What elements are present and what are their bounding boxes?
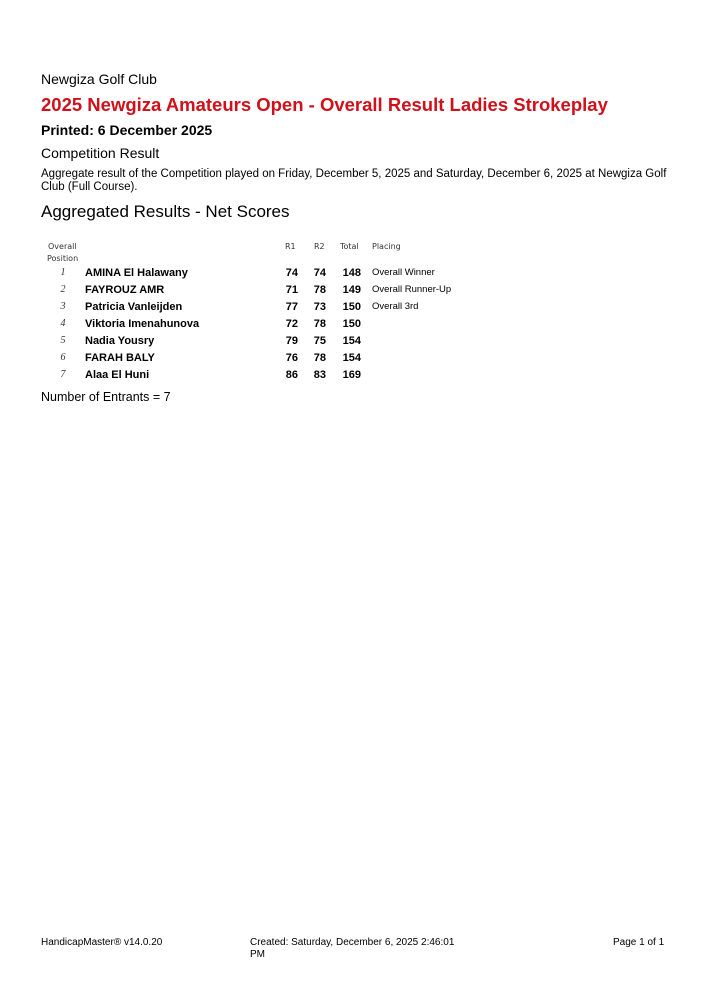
round2-score: 78 [313, 352, 326, 364]
round2-score: 78 [313, 318, 326, 330]
placing: Overall Runner-Up [372, 284, 452, 295]
position-cell: 6 [60, 352, 66, 363]
round1-score: 74 [285, 267, 298, 279]
position-cell: 4 [60, 318, 66, 329]
position-cell: 7 [60, 369, 66, 380]
col-header-position-2: Position [47, 254, 79, 263]
position-cell: 3 [60, 301, 66, 312]
page-title: 2025 Newgiza Amateurs Open - Overall Result Ladies Strokeplay [41, 94, 608, 115]
entrants-count: Number of Entrants = 7 [41, 390, 171, 404]
club-name: Newgiza Golf Club [41, 71, 157, 87]
table-row [0, 316, 707, 333]
round1-score: 71 [285, 284, 298, 296]
placing: Overall Winner [372, 267, 435, 278]
round1-score: 76 [285, 352, 298, 364]
round1-score: 72 [285, 318, 298, 330]
competition-description: Aggregate result of the Competition played on Friday, December 5, 2025 and Saturday, December 6, 2025 at Newgiza Golf Club (Full Course). [41, 168, 667, 193]
total-score: 154 [342, 335, 361, 347]
round2-score: 78 [313, 284, 326, 296]
player-name: FARAH BALY [85, 352, 155, 364]
player-name: Viktoria Imenahunova [85, 318, 200, 330]
placing: Overall 3rd [372, 301, 419, 312]
results-heading: Aggregated Results - Net Scores [41, 202, 290, 221]
table-row [0, 350, 707, 367]
total-score: 150 [342, 318, 361, 330]
total-score: 169 [342, 369, 361, 381]
round2-score: 75 [313, 335, 326, 347]
col-header-total: Total [340, 242, 359, 251]
player-name: Nadia Yousry [85, 335, 155, 347]
table-row [0, 299, 707, 316]
table-row [0, 265, 707, 282]
col-header-r2: R2 [314, 242, 325, 251]
footer-software: HandicapMaster® v14.0.20 [41, 937, 163, 948]
table-row [0, 333, 707, 350]
section-heading: Competition Result [41, 145, 160, 161]
col-header-placing: Placing [372, 242, 401, 251]
table-row [0, 282, 707, 299]
total-score: 150 [342, 301, 361, 313]
position-cell: 1 [60, 267, 66, 278]
player-name: Patricia Vanleijden [85, 301, 183, 313]
total-score: 154 [342, 352, 361, 364]
table-row [0, 367, 707, 384]
round2-score: 73 [313, 301, 326, 313]
footer-created-line2: PM [250, 949, 265, 960]
footer-page-number: Page 1 of 1 [613, 937, 665, 948]
round1-score: 79 [285, 335, 298, 347]
total-score: 148 [342, 267, 361, 279]
col-header-r1: R1 [285, 242, 296, 251]
position-cell: 2 [60, 284, 66, 295]
total-score: 149 [342, 284, 361, 296]
player-name: AMINA El Halawany [85, 267, 188, 279]
player-name: Alaa El Huni [85, 369, 150, 381]
round1-score: 77 [285, 301, 298, 313]
player-name: FAYROUZ AMR [85, 284, 165, 296]
position-cell: 5 [60, 335, 66, 346]
round1-score: 86 [285, 369, 298, 381]
footer-created [250, 937, 454, 961]
footer-created-line1: Created: Saturday, December 6, 2025 2:46:01 [250, 937, 455, 948]
col-header-position-1: Overall [48, 242, 77, 251]
round2-score: 83 [313, 369, 326, 381]
printed-date: Printed: 6 December 2025 [41, 122, 213, 138]
round2-score: 74 [313, 267, 326, 279]
